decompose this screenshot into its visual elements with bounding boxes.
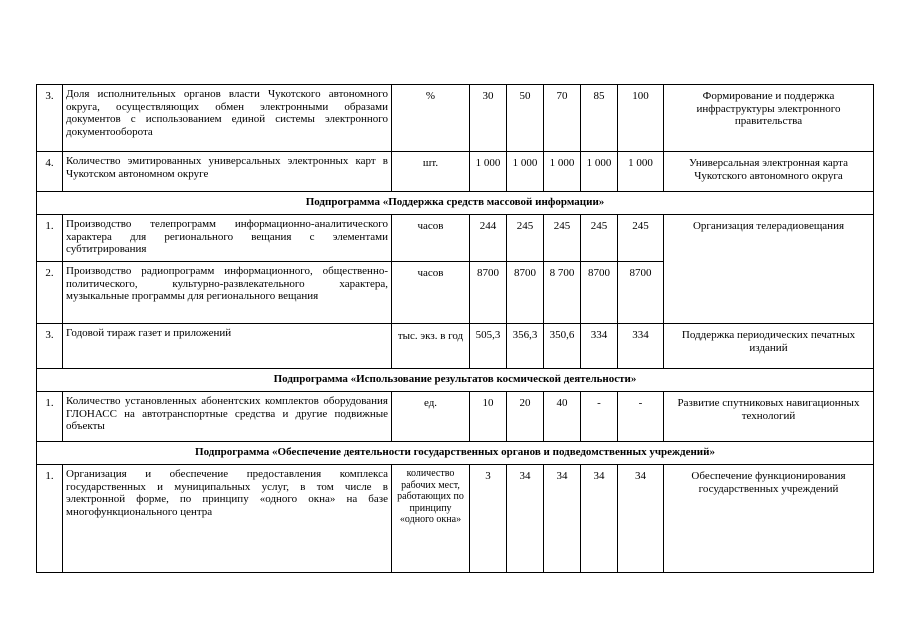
value-cell: 30 [470, 85, 507, 152]
value-cell: 334 [581, 324, 618, 369]
value-cell: 505,3 [470, 324, 507, 369]
indicator-name: Количество установленных абонентских комплектов оборудования ГЛОНАСС на автотранспортные средства и другие подвижные объекты [63, 392, 392, 442]
value-cell: 1 000 [544, 152, 581, 192]
value-cell: 8 700 [544, 262, 581, 324]
value-cell: 100 [618, 85, 664, 152]
indicator-name: Доля исполнительных органов власти Чукотского автономного округа, осуществляющих обмен электронными образами документов с использованием единой системы электронного документооборота [63, 85, 392, 152]
unit-cell: тыс. экз. в год [392, 324, 470, 369]
indicator-name: Организация и обеспечение предоставления комплекса государственных и муниципальных услуг, в том числе в электронной форме, по принципу «одного окна» на базе многофункционального центра [63, 465, 392, 573]
unit-cell: часов [392, 215, 470, 262]
subprogram-title: Подпрограмма «Обеспечение деятельности государственных органов и подведомственных учреждений» [37, 442, 874, 465]
row-number: 2. [37, 262, 63, 324]
value-cell: 40 [544, 392, 581, 442]
table-row [37, 85, 874, 152]
subprogram-header-row [37, 369, 874, 392]
value-cell: 10 [470, 392, 507, 442]
result-cell: Организация телерадиовещания [664, 215, 874, 324]
indicators-table [36, 84, 874, 573]
value-cell: 34 [544, 465, 581, 573]
value-cell: 245 [544, 215, 581, 262]
unit-cell: % [392, 85, 470, 152]
result-cell: Формирование и поддержка инфраструктуры электронного правительства [664, 85, 874, 152]
value-cell: - [618, 392, 664, 442]
value-cell: 3 [470, 465, 507, 573]
subprogram-title: Подпрограмма «Использование результатов космической деятельности» [37, 369, 874, 392]
table-row [37, 215, 874, 262]
value-cell: 334 [618, 324, 664, 369]
value-cell: 350,6 [544, 324, 581, 369]
result-cell: Развитие спутниковых навигационных технологий [664, 392, 874, 442]
indicator-name: Годовой тираж газет и приложений [63, 324, 392, 369]
subprogram-title: Подпрограмма «Поддержка средств массовой информации» [37, 192, 874, 215]
value-cell: 8700 [470, 262, 507, 324]
row-number: 3. [37, 324, 63, 369]
indicator-name: Производство радиопрограмм информационного, общественно-политического, культурно-развлекательного характера, музыкальные программы для регионального вещания [63, 262, 392, 324]
row-number: 1. [37, 392, 63, 442]
value-cell: 245 [507, 215, 544, 262]
value-cell: 8700 [581, 262, 618, 324]
result-cell: Обеспечение функционирования государственных учреждений [664, 465, 874, 573]
value-cell: 1 000 [581, 152, 618, 192]
value-cell: 244 [470, 215, 507, 262]
value-cell: 34 [507, 465, 544, 573]
value-cell: 8700 [618, 262, 664, 324]
subprogram-header-row [37, 192, 874, 215]
value-cell: 70 [544, 85, 581, 152]
indicator-name: Количество эмитированных универсальных электронных карт в Чукотском автономном округе [63, 152, 392, 192]
result-cell: Поддержка периодических печатных изданий [664, 324, 874, 369]
result-cell: Универсальная электронная карта Чукотского автономного округа [664, 152, 874, 192]
value-cell: 34 [581, 465, 618, 573]
unit-cell: часов [392, 262, 470, 324]
value-cell: 245 [581, 215, 618, 262]
value-cell: - [581, 392, 618, 442]
table-row [37, 392, 874, 442]
value-cell: 34 [618, 465, 664, 573]
value-cell: 50 [507, 85, 544, 152]
row-number: 3. [37, 85, 63, 152]
row-number: 1. [37, 465, 63, 573]
value-cell: 20 [507, 392, 544, 442]
subprogram-header-row [37, 442, 874, 465]
value-cell: 245 [618, 215, 664, 262]
value-cell: 85 [581, 85, 618, 152]
value-cell: 356,3 [507, 324, 544, 369]
table-row [37, 324, 874, 369]
unit-cell: ед. [392, 392, 470, 442]
table-row [37, 465, 874, 573]
value-cell: 8700 [507, 262, 544, 324]
value-cell: 1 000 [470, 152, 507, 192]
value-cell: 1 000 [618, 152, 664, 192]
table-row [37, 152, 874, 192]
value-cell: 1 000 [507, 152, 544, 192]
row-number: 1. [37, 215, 63, 262]
indicator-name: Производство телепрограмм информационно-аналитического характера для регионального вещания с элементами субтитрирования [63, 215, 392, 262]
row-number: 4. [37, 152, 63, 192]
unit-cell: шт. [392, 152, 470, 192]
unit-cell: количество рабочих мест, работающих по принципу «одного окна» [392, 465, 470, 573]
